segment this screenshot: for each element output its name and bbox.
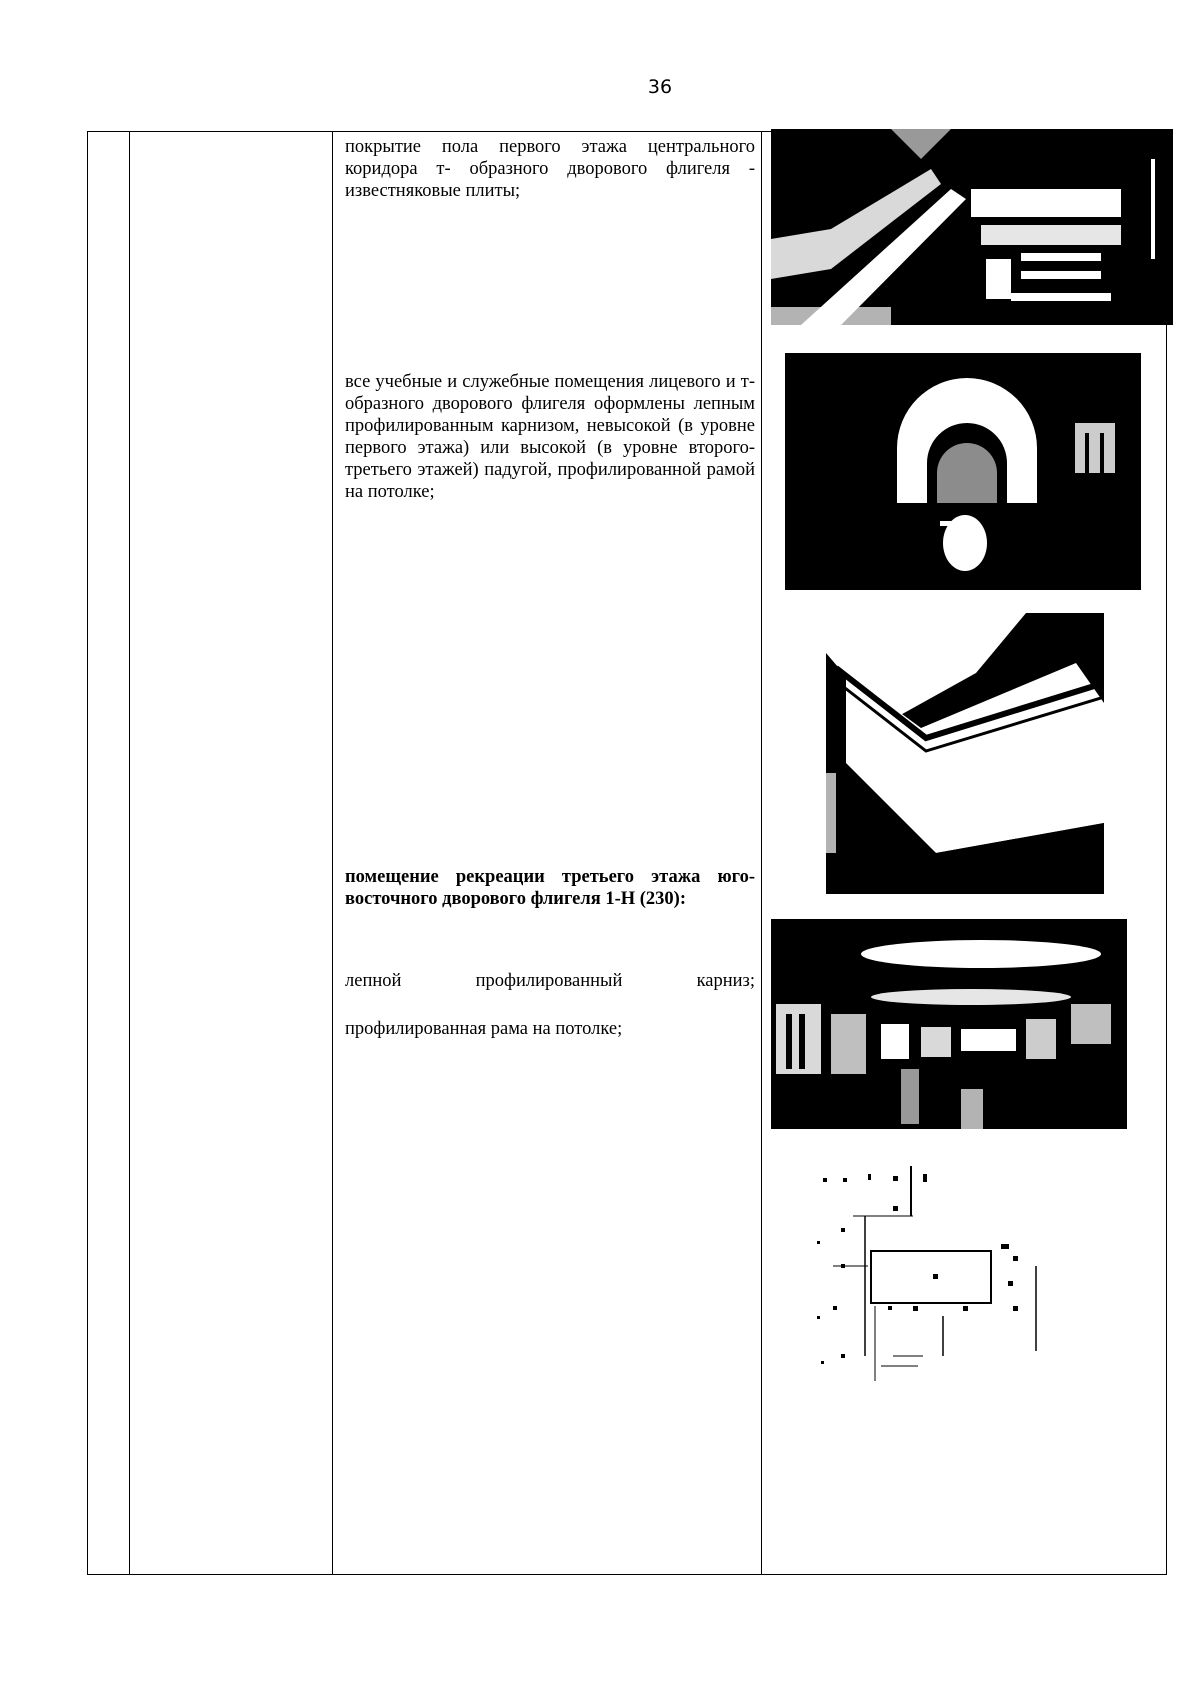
corridor-staircase-photo (771, 129, 1173, 325)
paragraph-cornice: лепной профилированный карниз; (345, 971, 755, 991)
paragraph-floor-covering: покрытие пола первого этажа центрального коридора т- образного дворового флигеля - известняковые плиты; (345, 137, 755, 201)
description-table-row (87, 131, 1167, 1575)
recreation-hall-photo (771, 919, 1127, 1129)
column-divider-1 (129, 132, 130, 1574)
paragraph-recreation-heading: помещение рекреации третьего этажа юго-восточного дворового флигеля 1-Н (230): (345, 867, 755, 909)
ceiling-cornice-photo (826, 613, 1104, 894)
arched-window-photo (785, 353, 1141, 590)
paragraph-ceiling-frame: профилированная рама на потолке; (345, 1019, 623, 1039)
column-divider-2 (332, 132, 333, 1574)
page-number: 36 (647, 76, 673, 98)
floor-plan-fragment (793, 1156, 1058, 1386)
paragraph-rooms-decor: все учебные и служебные помещения лицевого и т-образного дворового флигеля оформлены лепным профилированным карнизом, невысокой (в уровне первого этажа) или высокой (в уровне второго-третьего этажей) падугой, профилированной рамой на потолке; (345, 372, 755, 502)
column-divider-3 (761, 132, 762, 1574)
